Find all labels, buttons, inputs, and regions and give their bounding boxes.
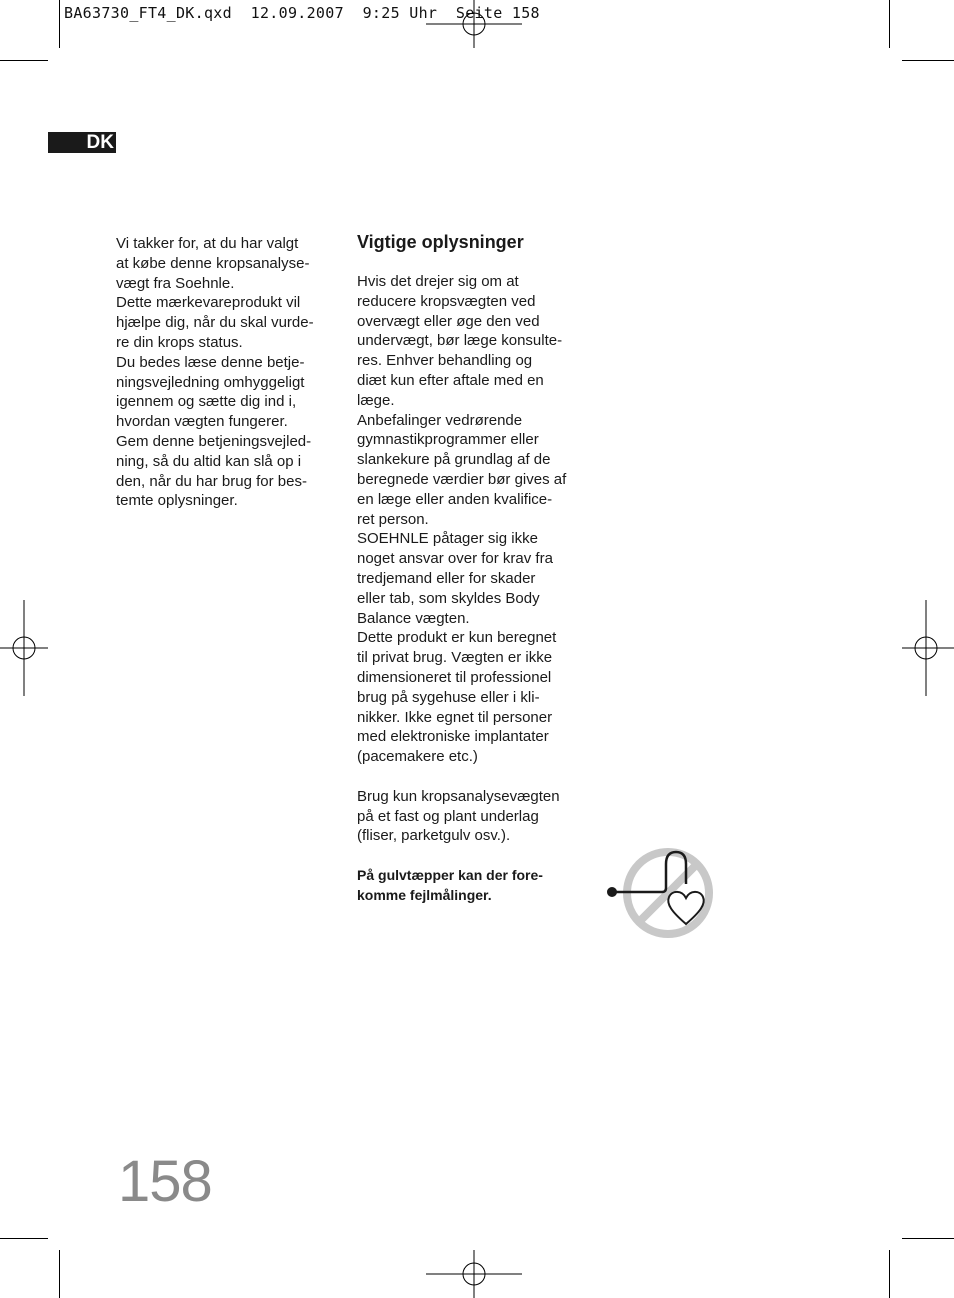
info-line: Balance vægten. <box>357 609 470 627</box>
info-line: gymnastikprogrammer eller <box>357 431 539 449</box>
info-line: nikker. Ikke egnet til personer <box>357 708 553 726</box>
intro-line: igennem og sætte dig ind i, <box>116 393 297 411</box>
info-line: (pacemakere etc.) <box>357 748 478 766</box>
crop-mark-top-right-v <box>889 0 890 48</box>
registration-mark-right-icon <box>902 600 954 696</box>
print-slug: BA63730_FT4_DK.qxd 12.09.2007 9:25 Uhr Seite 158 <box>64 4 540 22</box>
crop-mark-bottom-left-v <box>59 1250 60 1298</box>
paragraph-gap <box>357 846 577 866</box>
info-line: undervægt, bør læge konsulte- <box>357 332 563 350</box>
info-line: dimensioneret til professionel <box>357 668 552 686</box>
info-line: Anbefalinger vedrørende <box>357 411 523 429</box>
info-line: noget ansvar over for krav fra <box>357 550 553 568</box>
info-line: tredjemand eller for skader <box>357 569 536 587</box>
info-line: læge. <box>357 391 395 409</box>
intro-line: Gem denne betjeningsvejled- <box>116 432 312 450</box>
surface-line: (fliser, parketgulv osv.). <box>357 827 511 845</box>
intro-line: Vi takker for, at du har valgt <box>116 235 299 252</box>
info-line: slankekure på grundlag af de <box>357 451 551 469</box>
info-line: Hvis det drejer sig om at <box>357 273 519 290</box>
registration-mark-top-icon <box>426 0 522 48</box>
info-line: til privat brug. Vægten er ikke <box>357 649 553 667</box>
intro-line: Dette mærkevareprodukt vil <box>116 294 301 312</box>
info-line: reducere kropsvægten ved <box>357 292 536 310</box>
warning-line: komme fejlmålinger. <box>357 886 492 903</box>
info-line: SOEHNLE påtager sig ikke <box>357 530 538 548</box>
intro-line: temte oplysninger. <box>116 492 238 510</box>
info-line: overvægt eller øge den ved <box>357 312 540 330</box>
crop-mark-top-right-h <box>902 60 954 61</box>
info-line: res. Enhver behandling og <box>357 352 533 370</box>
intro-line: ningsvejledning omhyggeligt <box>116 373 305 391</box>
registration-mark-left-icon <box>0 600 48 696</box>
crop-mark-bottom-right-v <box>889 1250 890 1298</box>
intro-line: Du bedes læse denne betje- <box>116 353 305 371</box>
intro-line: hvordan vægten fungerer. <box>116 413 288 431</box>
info-line: med elektroniske implantater <box>357 728 549 746</box>
no-pacemaker-icon <box>602 846 718 942</box>
crop-mark-bottom-left-h <box>0 1238 48 1239</box>
intro-line: ning, så du altid kan slå op i <box>116 452 302 470</box>
crop-mark-top-left-v <box>59 0 60 48</box>
section-heading: Vigtige oplysninger <box>357 232 524 252</box>
intro-line: vægt fra Soehnle. <box>116 274 235 292</box>
language-tab: DK <box>48 132 116 153</box>
info-line: eller tab, som skyldes Body <box>357 589 540 607</box>
page-number: 158 <box>118 1149 212 1214</box>
info-line: brug på sygehuse eller i kli- <box>357 688 540 706</box>
warning-line: På gulvtæpper kan der fore- <box>357 866 543 883</box>
important-info-column <box>357 231 577 906</box>
intro-line: hjælpe dig, når du skal vurde- <box>116 314 314 332</box>
intro-column <box>116 234 331 511</box>
paragraph-gap <box>357 767 577 787</box>
intro-line: at købe denne kropsanalyse- <box>116 254 310 272</box>
info-line: Dette produkt er kun beregnet <box>357 629 557 647</box>
crop-mark-top-left-h <box>0 60 48 61</box>
surface-line: Brug kun kropsanalysevægten <box>357 787 560 805</box>
info-line: beregnede værdier bør gives af <box>357 470 567 488</box>
info-line: ret person. <box>357 510 429 528</box>
crop-mark-bottom-right-h <box>902 1238 954 1239</box>
info-line: diæt kun efter aftale med en <box>357 371 544 389</box>
surface-line: på et fast og plant underlag <box>357 807 539 825</box>
intro-line: den, når du har brug for bes- <box>116 472 307 490</box>
registration-mark-bottom-icon <box>426 1250 522 1298</box>
info-line: en læge eller anden kvalifice- <box>357 490 553 508</box>
intro-line: re din krops status. <box>116 333 243 351</box>
